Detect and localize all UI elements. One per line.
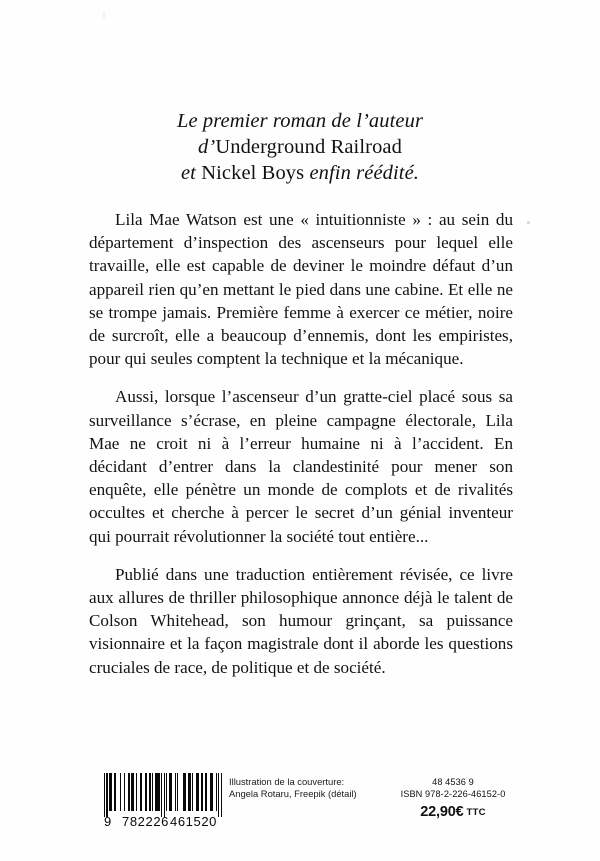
headline-line-2-prefix: d’ xyxy=(198,136,216,158)
headline-line-3-suffix: enfin réédité. xyxy=(304,162,420,184)
blurb-text xyxy=(89,208,513,679)
blurb-paragraph: Aussi, lorsque l’ascenseur d’un gratte-ciel placé sous sa surveillance s’écrase, en pleine campagne électorale, Lila Mae ne croit ni à l’erreur humaine ni à l’accident. En décidant d’entrer dans la clandestinité pour mener son enquête, elle pénètre un monde de complots et de rivalités occultes et cherche à percer le secret d’un génial inventeur qui pourrait révolutionner la société tout entière... xyxy=(89,387,513,546)
cover-illustration-credit xyxy=(229,776,379,800)
price-block xyxy=(378,804,528,820)
credit-line-1: Illustration de la couverture: xyxy=(229,776,345,787)
publication-details xyxy=(378,776,528,820)
ean13-barcode-icon xyxy=(104,773,222,817)
barcode-left-group: 782226 xyxy=(122,814,169,829)
isbn-text: ISBN 978-2-226-46152-0 xyxy=(400,789,506,800)
tax-label: TTC xyxy=(466,806,486,818)
headline-line-3 xyxy=(88,160,512,186)
scan-speck-icon xyxy=(527,221,530,224)
headline-line-3-title: Nickel Boys xyxy=(201,162,305,184)
internal-code: 48 4536 9 xyxy=(432,777,474,787)
headline-line-2-title: Underground Railroad xyxy=(215,136,402,158)
barcode-block xyxy=(104,773,222,831)
credit-line-2: Angela Rotaru, Freepik (détail) xyxy=(229,788,357,800)
barcode-right-group: 461520 xyxy=(170,814,217,829)
headline-line-1 xyxy=(88,108,512,134)
blurb-paragraph: Lila Mae Watson est une « intuitionniste » : au sein du département d’inspection des ascenseurs pour lequel elle travaille, elle est capable de deviner le moindre défaut d’un appareil rien qu’en mettant le pied dans une cabine. Et elle ne se trompe jamais. Première femme à exercer ce métier, noire de surcroît, elle a beaucoup d’ennemis, dont les empiristes, pour qui seules comptent la technique et la mécanique. xyxy=(89,210,513,369)
headline-line-2 xyxy=(88,134,512,160)
price-value: 22,90€ xyxy=(420,803,464,820)
barcode-lead-digit: 9 xyxy=(104,814,112,829)
cover-headline xyxy=(88,108,512,186)
headline-line-1-text: Le premier roman de l’auteur xyxy=(176,110,424,132)
barcode-digits xyxy=(104,814,222,831)
headline-line-3-prefix: et xyxy=(180,162,202,184)
cover-footer xyxy=(0,770,600,850)
scan-speck-icon xyxy=(103,12,105,19)
blurb-paragraph: Publié dans une traduction entièrement révisée, ce livre aux allures de thriller philosophique annonce déjà le talent de Colson Whitehead, son humour grinçant, sa puissance visionnaire et la façon magistrale dont il aborde les questions cruciales de race, de politique et de société. xyxy=(89,564,513,677)
